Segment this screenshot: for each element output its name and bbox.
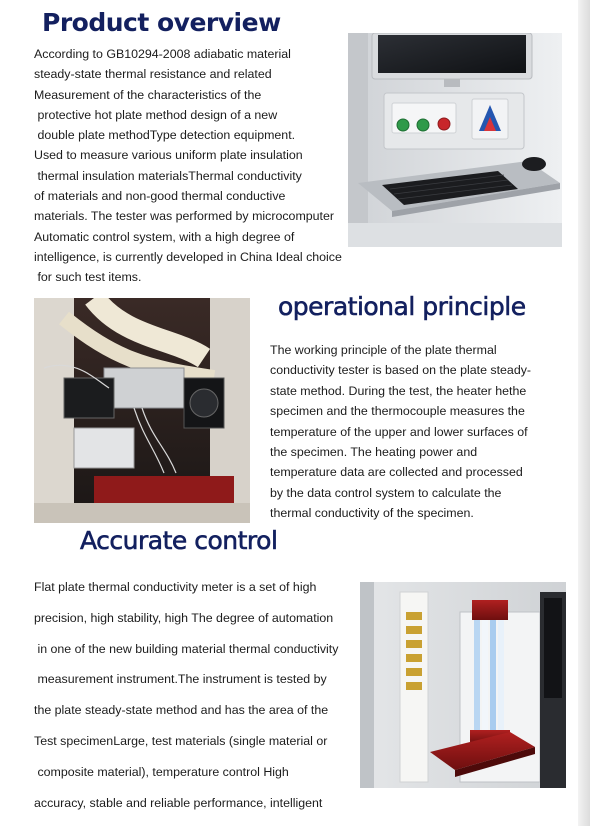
text-line: measurement instrument.The instrument is tested by [34, 672, 327, 687]
text-line: conductivity tester is based on the plate steady- [270, 363, 532, 378]
photo-test-chamber [360, 582, 566, 788]
text-line: materials. The tester was performed by microcomputer [34, 209, 335, 224]
text-line: Test specimenLarge, test materials (single material or [34, 733, 328, 748]
heading-operational-principle: operational principle [278, 292, 526, 321]
text-line: the specimen. The heating power and [270, 445, 478, 460]
text-line: Used to measure various uniform plate insulation [34, 148, 303, 163]
photo-heating-assembly [34, 298, 250, 523]
text-line: Flat plate thermal conductivity meter is a set of high [34, 580, 317, 594]
page-edge-shadow [578, 0, 590, 826]
text-line: state method. During the test, the heater hethe [270, 383, 527, 398]
heading-accurate-control: Accurate control [80, 526, 278, 555]
text-line: steady-state thermal resistance and related [34, 67, 272, 82]
text-line: double plate methodType detection equipment. [34, 128, 296, 143]
text-line: protective hot plate method design of a new [34, 107, 278, 122]
text-line: by the data control system to calculate the [270, 485, 502, 500]
text-line: thermal conductivity of the specimen. [270, 506, 474, 521]
text-line: accuracy, stable and reliable performance, intelligent [34, 795, 323, 810]
text-line: temperature of the upper and lower surfaces of [270, 424, 528, 439]
paragraph-product-overview [34, 44, 342, 288]
text-line: of materials and non-good thermal conductive [34, 189, 286, 204]
text-line: According to GB10294-2008 adiabatic material [34, 47, 291, 61]
photo-instrument-console [348, 33, 562, 247]
paragraph-accurate-control [34, 572, 338, 818]
text-line: the plate steady-state method and has the area of the [34, 703, 329, 718]
text-line: The working principle of the plate thermal [270, 343, 497, 357]
heading-product-overview: Product overview [42, 8, 281, 37]
text-line: precision, high stability, high The degree of automation [34, 610, 334, 625]
text-line: in one of the new building material thermal conductivity [34, 641, 339, 656]
text-line: Automatic control system, with a high degree of [34, 229, 295, 244]
text-line: Measurement of the characteristics of the [34, 87, 262, 102]
text-line: thermal insulation materialsThermal conductivity [34, 168, 302, 183]
text-line: temperature data are collected and processed [270, 465, 523, 480]
text-line: for such test items. [34, 270, 142, 285]
text-line: specimen and the thermocouple measures the [270, 404, 525, 419]
text-line: intelligence, is currently developed in China Ideal choice [34, 249, 342, 264]
text-line: composite material), temperature control High [34, 764, 289, 779]
paragraph-operational-principle [270, 340, 531, 524]
